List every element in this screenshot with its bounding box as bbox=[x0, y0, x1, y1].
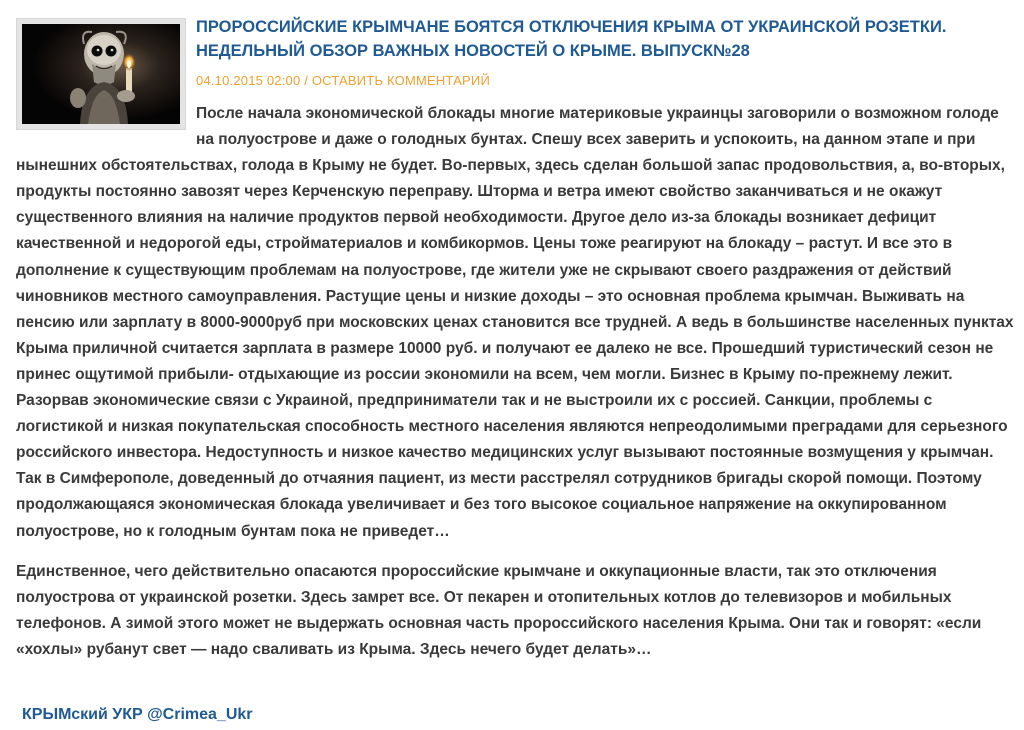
source-credit: КРЫМский УКР @Crimea_Ukr bbox=[22, 706, 253, 723]
thumbnail-spacer bbox=[16, 101, 196, 153]
article-paragraph-2: Единственное, чего действительно опасаются пророссийские крымчане и оккупационные власти, так это отключения полуострова от украинской розетки. Здесь замрет все. От пекарен и отопительных котлов до телевизоров и мобильных телефонов. А зимой этого может не выдержать основная часть пророссийского населения Крыма. Они так и говорят: «если «хохлы» рубанут свет — надо сваливать из Крыма. Здесь нечего будет делать»… bbox=[16, 562, 982, 658]
article-body bbox=[16, 101, 1018, 663]
meta-separator: / bbox=[300, 73, 312, 88]
article-date: 04.10.2015 02:00 bbox=[196, 73, 301, 88]
leave-comment-link[interactable]: ОСТАВИТЬ КОММЕНТАРИЙ bbox=[311, 73, 491, 88]
article-title[interactable]: ПРОРОССИЙСКИЕ КРЫМЧАНЕ БОЯТСЯ ОТКЛЮЧЕНИЯ КРЫМА ОТ УКРАИНСКОЙ РОЗЕТКИ. НЕДЕЛЬНЫЙ ОБЗОР ВАЖНЫХ НОВОСТЕЙ О КРЫМЕ. ВЫПУСК№28 bbox=[196, 18, 947, 60]
article-meta bbox=[196, 73, 490, 89]
article-paragraph-1: После начала экономической блокады многие материковые украинцы заговорили о возможном голоде на полуострове и даже о голодных бунтах. Спешу всех заверить и успокоить, на данном этапе и при нынешних обстоятельствах, голода в Крыму не будет. Во-первых, здесь сделан большой запас продовольствия, а, во-вторых, продукты постоянно завозят через Керченскую переправу. Шторма и ветра имеют свойство заканчиваться и не окажут существенного влияния на наличие продуктов первой необходимости. Другое дело из-за блокады возникает дефицит качественной и недорогой еды, стройматериалов и комбикормов. Цены тоже реагируют на блокаду – растут. И все это в дополнение к существующим проблемам на полуострове, где жители уже не скрывают своего раздражения от действий чиновников местного самоуправления. Растущие цены и низкие доходы – это основная проблема крымчан. Выживать на пенсию или зарплату в 8000-9000руб при московских ценах становится все трудней. А ведь в большинстве населенных пунктах Крыма приличной считается зарплата в размере 10000 руб. и получают ее далеко не все. Прошедший туристический сезон не принес ощутимой прибыли- отдыхающие из россии экономили на всем, чем могли. Бизнес в Крыму по-прежнему лежит. Разорвав экономические связи с Украиной, предприниматели так и не выстроили их с россией. Санкции, проблемы с логистикой и низкая покупательская способность местного населения являются непреодолимыми преградами для серьезного российского инвестора. Недоступность и низкое качество медицинских услуг вызывают постоянные возмущения у крымчан. Так в Симферополе, доведенный до отчаяния пациент, из мести расстрелял сотрудников бригады скорой помощи. Поэтому продолжающаяся экономическая блокада увеличивает и без того высокое социальное напряжение на оккупированном полуострове, но к голодным бунтам пока не приведет… bbox=[16, 105, 1014, 540]
